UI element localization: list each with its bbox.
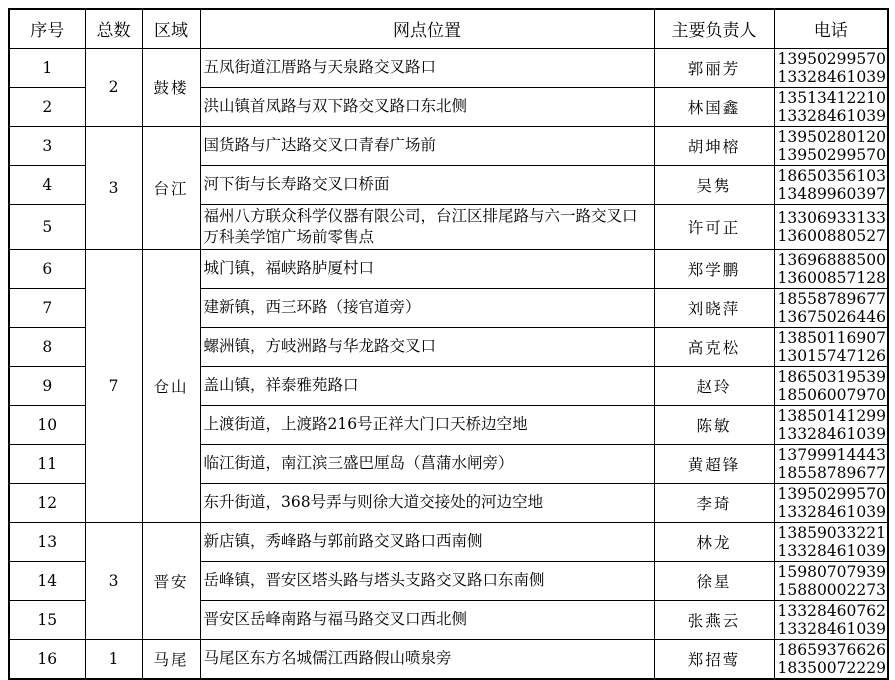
location-cell: 城门镇，福峡路胪厦村口 bbox=[200, 249, 654, 288]
location-cell: 晋安区岳峰南路与福马路交叉口西北侧 bbox=[200, 600, 654, 639]
group-region-cell: 台江 bbox=[142, 126, 200, 249]
phone-number-line: 18650319539 bbox=[777, 367, 886, 386]
group-region-cell: 仓山 bbox=[142, 249, 200, 522]
phone-number-line: 13600880527 bbox=[777, 226, 886, 245]
person-in-charge-cell: 郑招莺 bbox=[654, 639, 774, 679]
location-cell: 临江街道，南江滨三盛巴厘岛（菖蒲水闸旁） bbox=[200, 444, 654, 483]
phone-cell bbox=[774, 405, 888, 444]
serial-number-cell: 16 bbox=[9, 639, 85, 679]
phone-cell bbox=[774, 48, 888, 87]
serial-number-cell: 3 bbox=[9, 126, 85, 165]
phone-cell bbox=[774, 639, 888, 679]
phone-cell bbox=[774, 87, 888, 126]
group-total-cell: 3 bbox=[85, 126, 142, 249]
serial-number-cell: 1 bbox=[9, 48, 85, 87]
phone-number-line: 13600857128 bbox=[777, 268, 886, 287]
phone-number-line: 13696888500 bbox=[777, 250, 886, 269]
phone-number-line: 13306933133 bbox=[777, 208, 886, 227]
phone-number-line: 13015747126 bbox=[777, 346, 886, 365]
phone-number-line: 13328461039 bbox=[777, 106, 886, 125]
group-total-cell: 7 bbox=[85, 249, 142, 522]
location-cell: 东升街道，368号弄与则徐大道交接处的河边空地 bbox=[200, 483, 654, 522]
col-header-location: 网点位置 bbox=[200, 9, 654, 48]
serial-number-cell: 13 bbox=[9, 522, 85, 561]
location-cell: 福州八方联众科学仪器有限公司，台江区排尾路与六一路交叉口万科美学馆广场前零售点 bbox=[200, 204, 654, 249]
phone-number-line: 18558789677 bbox=[777, 289, 886, 308]
phone-cell bbox=[774, 288, 888, 327]
group-region-cell: 鼓楼 bbox=[142, 48, 200, 126]
col-header-region: 区域 bbox=[142, 9, 200, 48]
person-in-charge-cell: 林国鑫 bbox=[654, 87, 774, 126]
network-locations-table bbox=[8, 8, 889, 680]
serial-number-cell: 9 bbox=[9, 366, 85, 405]
location-cell: 上渡街道，上渡路216号正祥大门口天桥边空地 bbox=[200, 405, 654, 444]
phone-cell bbox=[774, 249, 888, 288]
phone-number-line: 13950299570 bbox=[777, 145, 886, 164]
phone-number-line: 13850116907 bbox=[777, 328, 886, 347]
person-in-charge-cell: 刘晓萍 bbox=[654, 288, 774, 327]
phone-number-line: 13328460762 bbox=[777, 601, 886, 620]
group-total-cell: 1 bbox=[85, 639, 142, 679]
col-header-total: 总数 bbox=[85, 9, 142, 48]
person-in-charge-cell: 吴隽 bbox=[654, 165, 774, 204]
phone-number-line: 13328461039 bbox=[777, 424, 886, 443]
location-cell: 盖山镇，祥泰雅苑路口 bbox=[200, 366, 654, 405]
table-row bbox=[9, 639, 888, 679]
serial-number-cell: 12 bbox=[9, 483, 85, 522]
location-cell: 建新镇，西三环路（接官道旁） bbox=[200, 288, 654, 327]
phone-number-line: 18558789677 bbox=[777, 463, 886, 482]
location-cell: 新店镇，秀峰路与郭前路交叉路口西南侧 bbox=[200, 522, 654, 561]
person-in-charge-cell: 张燕云 bbox=[654, 600, 774, 639]
phone-number-line: 13328461039 bbox=[777, 619, 886, 638]
group-region-cell: 马尾 bbox=[142, 639, 200, 679]
phone-number-line: 18650356103 bbox=[777, 166, 886, 185]
group-total-cell: 3 bbox=[85, 522, 142, 639]
phone-cell bbox=[774, 204, 888, 249]
location-cell: 洪山镇首凤路与双下路交叉路口东北侧 bbox=[200, 87, 654, 126]
phone-cell bbox=[774, 366, 888, 405]
phone-cell bbox=[774, 126, 888, 165]
col-header-serial: 序号 bbox=[9, 9, 85, 48]
serial-number-cell: 2 bbox=[9, 87, 85, 126]
serial-number-cell: 6 bbox=[9, 249, 85, 288]
location-cell: 河下街与长寿路交叉口桥面 bbox=[200, 165, 654, 204]
phone-cell bbox=[774, 444, 888, 483]
person-in-charge-cell: 赵玲 bbox=[654, 366, 774, 405]
phone-number-line: 13675026446 bbox=[777, 307, 886, 326]
person-in-charge-cell: 胡坤榕 bbox=[654, 126, 774, 165]
table-body bbox=[9, 48, 888, 679]
person-in-charge-cell: 高克松 bbox=[654, 327, 774, 366]
person-in-charge-cell: 许可正 bbox=[654, 204, 774, 249]
phone-number-line: 13513412210 bbox=[777, 88, 886, 107]
header-row bbox=[9, 9, 888, 48]
phone-number-line: 15980707939 bbox=[777, 562, 886, 581]
person-in-charge-cell: 陈敏 bbox=[654, 405, 774, 444]
table-row bbox=[9, 522, 888, 561]
phone-number-line: 18659376626 bbox=[777, 640, 886, 659]
phone-number-line: 13950299570 bbox=[777, 49, 886, 68]
table-row bbox=[9, 48, 888, 87]
col-header-person: 主要负责人 bbox=[654, 9, 774, 48]
phone-number-line: 13328461039 bbox=[777, 541, 886, 560]
phone-number-line: 13950299570 bbox=[777, 484, 886, 503]
phone-number-line: 13799914443 bbox=[777, 445, 886, 464]
group-region-cell: 晋安 bbox=[142, 522, 200, 639]
serial-number-cell: 10 bbox=[9, 405, 85, 444]
phone-number-line: 13850141299 bbox=[777, 406, 886, 425]
person-in-charge-cell: 林龙 bbox=[654, 522, 774, 561]
serial-number-cell: 11 bbox=[9, 444, 85, 483]
table-row bbox=[9, 126, 888, 165]
phone-number-line: 13950280120 bbox=[777, 127, 886, 146]
phone-cell bbox=[774, 165, 888, 204]
serial-number-cell: 7 bbox=[9, 288, 85, 327]
serial-number-cell: 14 bbox=[9, 561, 85, 600]
person-in-charge-cell: 郑学鹏 bbox=[654, 249, 774, 288]
phone-number-line: 13328461039 bbox=[777, 67, 886, 86]
serial-number-cell: 8 bbox=[9, 327, 85, 366]
location-cell: 螺洲镇，方岐洲路与华龙路交叉口 bbox=[200, 327, 654, 366]
phone-number-line: 13328461039 bbox=[777, 502, 886, 521]
phone-cell bbox=[774, 327, 888, 366]
person-in-charge-cell: 郭丽芳 bbox=[654, 48, 774, 87]
location-cell: 国货路与广达路交叉口青春广场前 bbox=[200, 126, 654, 165]
serial-number-cell: 4 bbox=[9, 165, 85, 204]
phone-cell bbox=[774, 522, 888, 561]
location-cell: 岳峰镇，晋安区塔头路与塔头支路交叉路口东南侧 bbox=[200, 561, 654, 600]
serial-number-cell: 5 bbox=[9, 204, 85, 249]
serial-number-cell: 15 bbox=[9, 600, 85, 639]
phone-cell bbox=[774, 483, 888, 522]
phone-number-line: 15880002273 bbox=[777, 580, 886, 599]
phone-number-line: 18506007970 bbox=[777, 385, 886, 404]
table-row bbox=[9, 249, 888, 288]
person-in-charge-cell: 黄超锋 bbox=[654, 444, 774, 483]
phone-cell bbox=[774, 561, 888, 600]
phone-number-line: 13489960397 bbox=[777, 184, 886, 203]
phone-number-line: 18350072229 bbox=[777, 658, 886, 677]
phone-number-line: 13859033221 bbox=[777, 523, 886, 542]
col-header-phone: 电话 bbox=[774, 9, 888, 48]
person-in-charge-cell: 徐星 bbox=[654, 561, 774, 600]
location-cell: 马尾区东方名城儒江西路假山喷泉旁 bbox=[200, 639, 654, 679]
location-cell: 五凤街道江厝路与天泉路交叉路口 bbox=[200, 48, 654, 87]
person-in-charge-cell: 李琦 bbox=[654, 483, 774, 522]
group-total-cell: 2 bbox=[85, 48, 142, 126]
phone-cell bbox=[774, 600, 888, 639]
